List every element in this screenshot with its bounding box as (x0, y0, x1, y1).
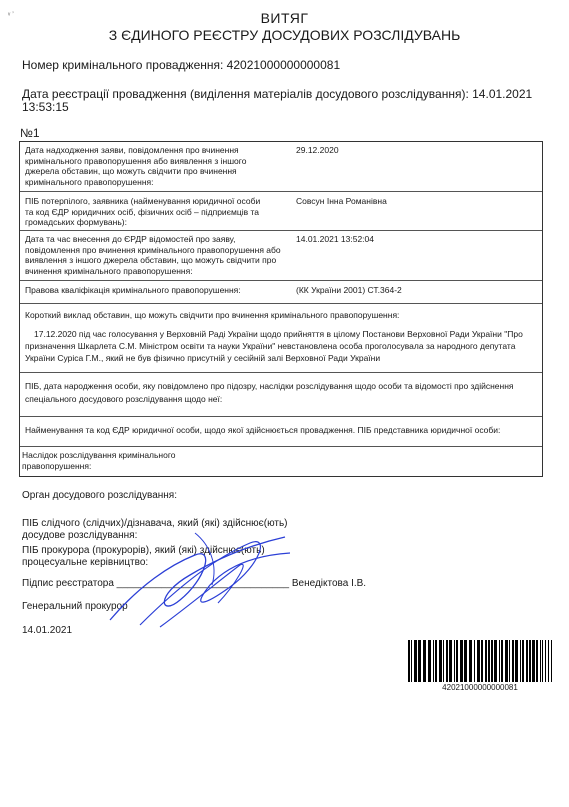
proceeding-number: Номер кримінального провадження: 42021000000000081 (22, 58, 341, 72)
summary-line: призначення Шкарлета С.М. Міністром освіти та науки України" невстановлена особа проголосувала за народного депутата (25, 341, 516, 351)
row-label: ПІБ потерпілого, заявника (найменування юридичної особи та код ЄДР юридичних осіб, фізичних осіб – підприємців та громадських формувань): (25, 196, 261, 227)
legal-entity-section (20, 416, 542, 447)
barcode-bar (428, 640, 431, 682)
barcode-bar (526, 640, 528, 682)
barcode-bar (551, 640, 552, 682)
registration-date-line1: Дата реєстрації провадження (виділення матеріалів досудового розслідування): 14.01.2021 (22, 87, 533, 101)
barcode-bar (488, 640, 490, 682)
barcode-bar (522, 640, 524, 682)
document-subtitle: З ЄДИНОГО РЕЄСТРУ ДОСУДОВИХ РОЗСЛІДУВАНЬ (108, 27, 461, 43)
suspect-line: ПІБ, дата народження особи, яку повідомлено про підозру, наслідки розслідування щодо особи та відомості про здійснення (25, 381, 514, 391)
barcode-bar (545, 640, 546, 682)
barcode-bar (536, 640, 538, 682)
table-row (20, 280, 542, 304)
investigation-body-label: Орган досудового розслідування: (22, 490, 177, 501)
barcode-bar (474, 640, 475, 682)
row-value: (КК України 2001) СТ.364-2 (296, 285, 402, 295)
row-value: 14.01.2021 13:52:04 (296, 234, 374, 244)
barcode-bar (491, 640, 493, 682)
entry-number: №1 (20, 126, 40, 140)
barcode-bar (485, 640, 487, 682)
barcode-bar (512, 640, 514, 682)
summary-title: Короткий виклад обставин, що можуть свідчити про вчинення кримінального правопорушення: (25, 310, 400, 320)
row-label: Правова кваліфікація кримінального правопорушення: (25, 285, 241, 295)
barcode-bar (464, 640, 467, 682)
barcode-bar (494, 640, 497, 682)
prosecutor-label-line1: ПІБ прокурора (прокурорів), який (які) здійснює(ють) (22, 545, 265, 556)
summary-section (20, 303, 542, 373)
table-row (20, 191, 542, 231)
barcode-bar (529, 640, 531, 682)
barcode-bar (408, 640, 410, 682)
document-title: ВИТЯГ (260, 10, 309, 26)
summary-line: 17.12.2020 під час голосування у Верховній Раді України щодо прийняття в цілому Постанови Верховної Ради України "Про (34, 329, 523, 339)
barcode-bar (411, 640, 412, 682)
barcode-bar (520, 640, 521, 682)
barcode-bar (443, 640, 444, 682)
barcode-bar (439, 640, 442, 682)
row-label: Дата надходження заяви, повідомлення про вчинення кримінального правопорушення або виявлення з іншого джерела обставин, що можуть свідчити про вчинення кримінального правопорушення: (25, 145, 247, 187)
barcode-bar (456, 640, 458, 682)
barcode-bar (418, 640, 421, 682)
registrar-name: Венедіктова І.В. (291, 578, 367, 589)
barcode-bar (499, 640, 500, 682)
result-section (20, 446, 542, 476)
row-value: Совсун Інна Романівна (296, 196, 387, 206)
handwritten-signature (100, 525, 300, 635)
barcode-bar (469, 640, 472, 682)
suspect-line: спеціального досудового розслідування щодо неї: (25, 394, 223, 404)
table-row (20, 142, 542, 192)
registrar-signature-label: Підпис реєстратора _______________________________ Венедіктова І.В. (22, 578, 367, 589)
barcode-bar (435, 640, 437, 682)
barcode-bar (505, 640, 508, 682)
suspect-section (20, 372, 542, 417)
result-label: Наслідок розслідування кримінального правопорушення: (22, 450, 176, 471)
barcode-bar (460, 640, 463, 682)
legal-entity-text: Найменування та код ЄДР юридичної особи, щодо якої здійснюється провадження. ПІБ представника юридичної особи: (25, 425, 501, 435)
document-date: 14.01.2021 (22, 625, 73, 636)
barcode-bar (477, 640, 480, 682)
barcode-bar (423, 640, 426, 682)
table-row (20, 230, 542, 281)
barcode-bar (414, 640, 417, 682)
summary-line: України Суріса Г.М., який не був фізично присутній у сесійній залі Верховної Ради України (25, 353, 381, 363)
barcode (408, 640, 552, 682)
barcode-bar (481, 640, 483, 682)
barcode-bar (449, 640, 452, 682)
registration-date-line2: 13:53:15 (22, 100, 69, 114)
barcode-bar (454, 640, 455, 682)
prosecutor-general-label: Генеральний прокурор (22, 601, 128, 612)
barcode-bar (433, 640, 434, 682)
register-table (19, 141, 543, 477)
barcode-bar (540, 640, 541, 682)
barcode-bar (515, 640, 518, 682)
barcode-bar (446, 640, 448, 682)
investigator-label-line1: ПІБ слідчого (слідчих)/дізнавача, який (які) здійснює(ють) (22, 518, 288, 529)
barcode-number: 42021000000000081 (442, 683, 518, 692)
barcode-bar (532, 640, 535, 682)
row-value: 29.12.2020 (296, 145, 339, 155)
investigator-label-line2: досудове розслідування: (22, 530, 138, 541)
prosecutor-label-line2: процесуальне керівництво: (22, 557, 149, 568)
barcode-bar (501, 640, 503, 682)
row-label: Дата та час внесення до ЄРДР відомостей про заяву, повідомлення про вчинення кримінального правопорушення або виявлення з іншого джерела обставин, що можуть свідчити про вчинення кримінального правопорушення: (25, 234, 281, 276)
barcode-bar (542, 640, 543, 682)
barcode-bar (509, 640, 510, 682)
corner-mark: ᵛ ʼ (8, 12, 14, 19)
barcode-bar (548, 640, 549, 682)
signature-line: _______________________________ (116, 578, 290, 589)
